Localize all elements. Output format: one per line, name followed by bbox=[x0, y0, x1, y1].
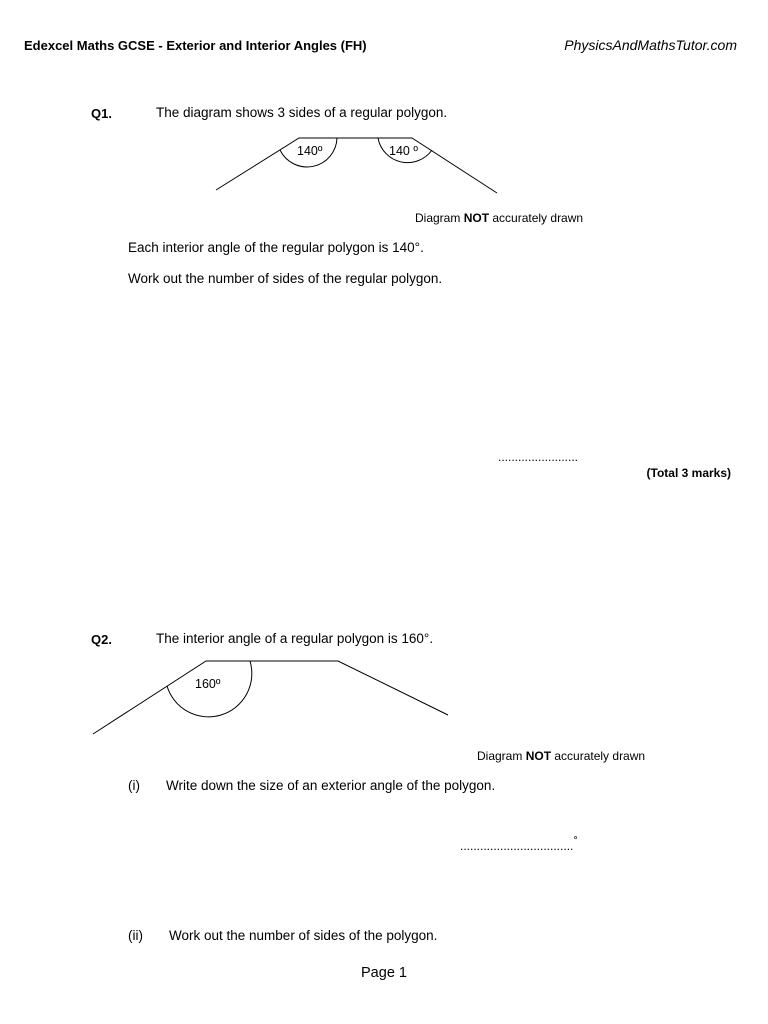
q1-intro: The diagram shows 3 sides of a regular polygon. bbox=[156, 105, 448, 120]
q2-part-ii-label: (ii) bbox=[128, 928, 143, 943]
q1-diagram-note: Diagram NOT accurately drawn bbox=[415, 211, 584, 225]
q2-diagram-note: Diagram NOT accurately drawn bbox=[477, 749, 646, 763]
q2-polygon-sides bbox=[93, 661, 448, 734]
q1-number: Q1. bbox=[91, 106, 112, 121]
q1-total-marks: (Total 3 marks) bbox=[646, 466, 731, 480]
header-brand: PhysicsAndMathsTutor.com bbox=[564, 37, 737, 53]
q1-answer-line[interactable]: ........................ bbox=[498, 450, 579, 464]
q2-part-ii-text: Work out the number of sides of the polygon. bbox=[169, 928, 438, 943]
document-header-title: Edexcel Maths GCSE - Exterior and Interior Angles (FH) bbox=[24, 38, 367, 53]
q2-part-i-text: Write down the size of an exterior angle of the polygon. bbox=[166, 778, 496, 793]
q1-angle-label-right: 140 º bbox=[389, 144, 418, 158]
q1-line-1: Each interior angle of the regular polygon is 140°. bbox=[128, 240, 424, 255]
q2-part-i-label: (i) bbox=[128, 778, 140, 793]
q2-angle-label: 160º bbox=[195, 677, 221, 691]
q2-answer-line[interactable]: ..................................° bbox=[460, 835, 578, 853]
q2-number: Q2. bbox=[91, 632, 112, 647]
page-number: Page 1 bbox=[361, 965, 407, 981]
q2-degree-mark: ° bbox=[573, 835, 578, 847]
q1-line-2: Work out the number of sides of the regular polygon. bbox=[128, 271, 443, 286]
q2-intro: The interior angle of a regular polygon is 160°. bbox=[156, 631, 434, 646]
q1-angle-label-left: 140º bbox=[297, 144, 323, 158]
